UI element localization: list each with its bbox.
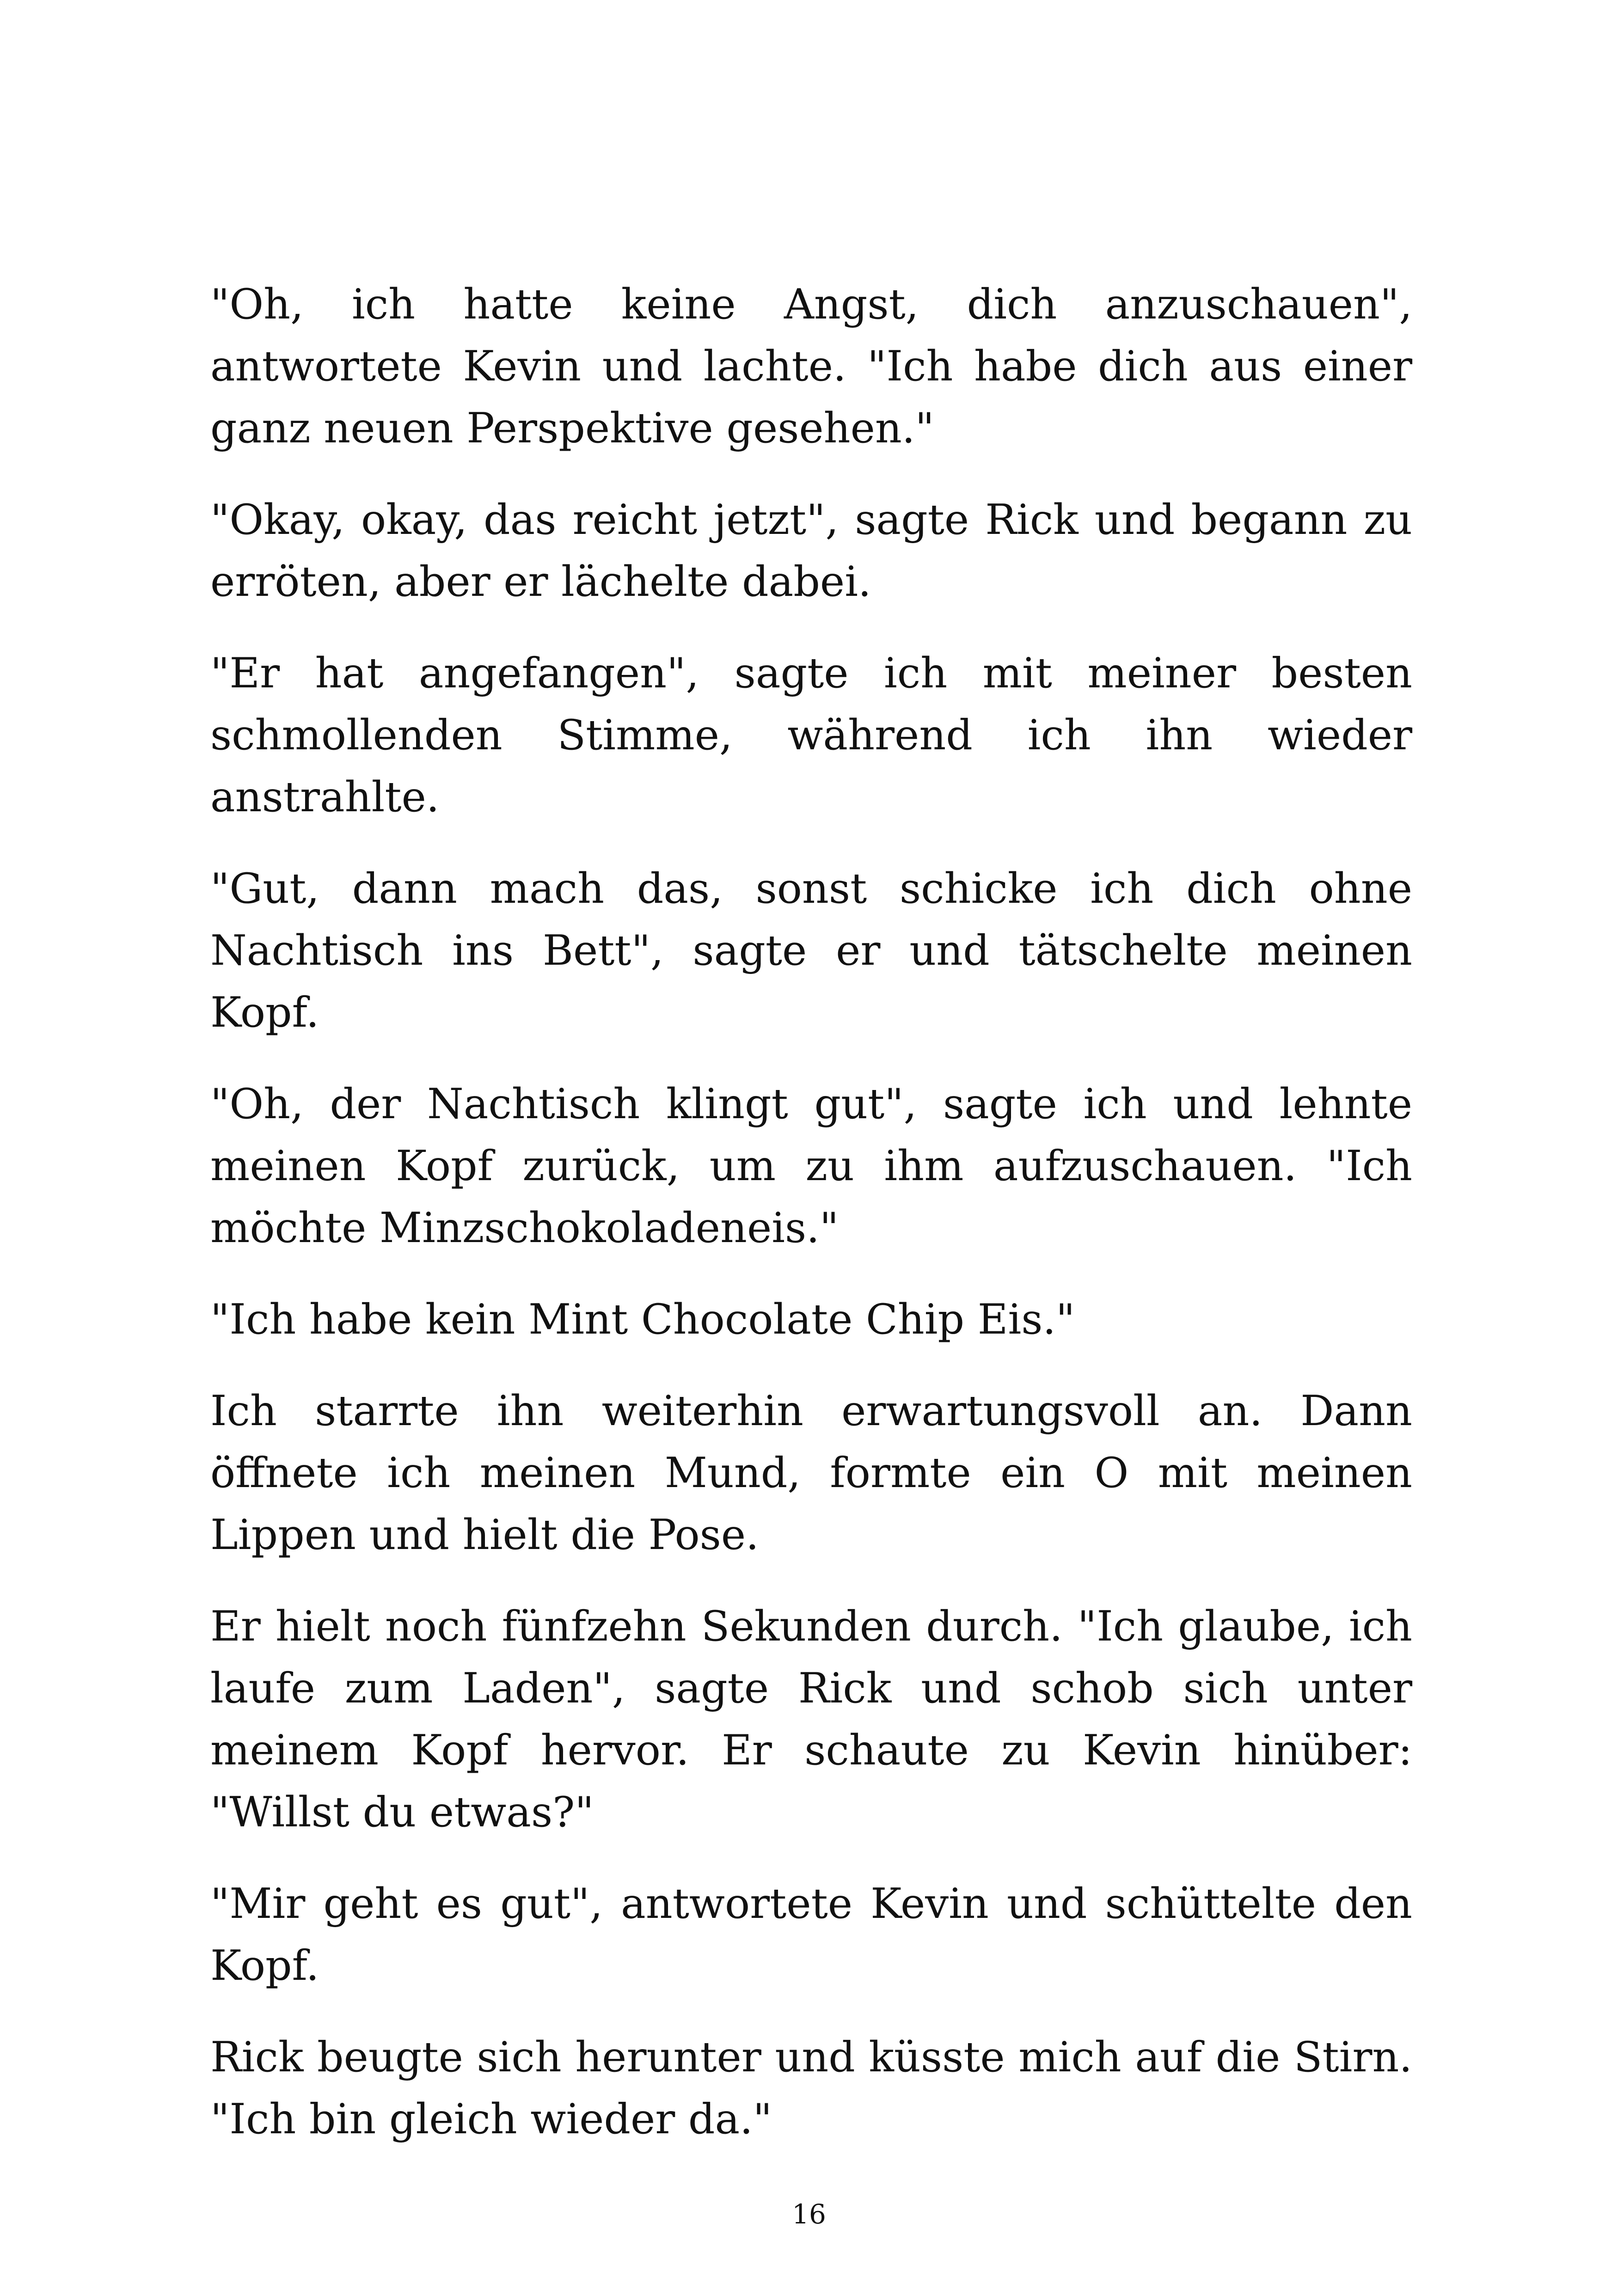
paragraph: "Oh, der Nachtisch klingt gut", sagte ich und lehnte meinen Kopf zurück, um zu ihm aufzuschauen. "Ich möchte Minzschokoladeneis." [210, 1080, 1412, 1252]
paragraph: "Ich habe kein Mint Chocolate Chip Eis." [210, 1295, 1075, 1344]
paragraph: Rick beugte sich herunter und küsste mich auf die Stirn. "Ich bin gleich wieder da." [210, 2033, 1412, 2143]
paragraph: "Oh, ich hatte keine Angst, dich anzuschauen", antwortete Kevin und lachte. "Ich habe dich aus einer ganz neuen Perspektive gesehen." [210, 280, 1412, 453]
paragraph: Er hielt noch fünfzehn Sekunden durch. "Ich glaube, ich laufe zum Laden", sagte Rick und schob sich unter meinem Kopf hervor. Er schaute zu Kevin hinüber: "Willst du etwas?" [210, 1602, 1412, 1837]
paragraph: Ich starrte ihn weiterhin erwartungsvoll an. Dann öffnete ich meinen Mund, formte ein O mit meinen Lippen und hielt die Pose. [210, 1387, 1412, 1559]
paragraph: "Okay, okay, das reicht jetzt", sagte Rick und begann zu erröten, aber er lächelte dabei. [210, 496, 1412, 606]
paragraph: "Mir geht es gut", antwortete Kevin und schüttelte den Kopf. [210, 1880, 1412, 1990]
page-number: 16 [792, 2198, 826, 2230]
paragraph: "Gut, dann mach das, sonst schicke ich dich ohne Nachtisch ins Bett", sagte er und tätschelte meinen Kopf. [210, 864, 1412, 1037]
body-text [210, 274, 1412, 2180]
paragraph: "Er hat angefangen", sagte ich mit meiner besten schmollenden Stimme, während ich ihn wieder anstrahlte. [210, 649, 1412, 821]
